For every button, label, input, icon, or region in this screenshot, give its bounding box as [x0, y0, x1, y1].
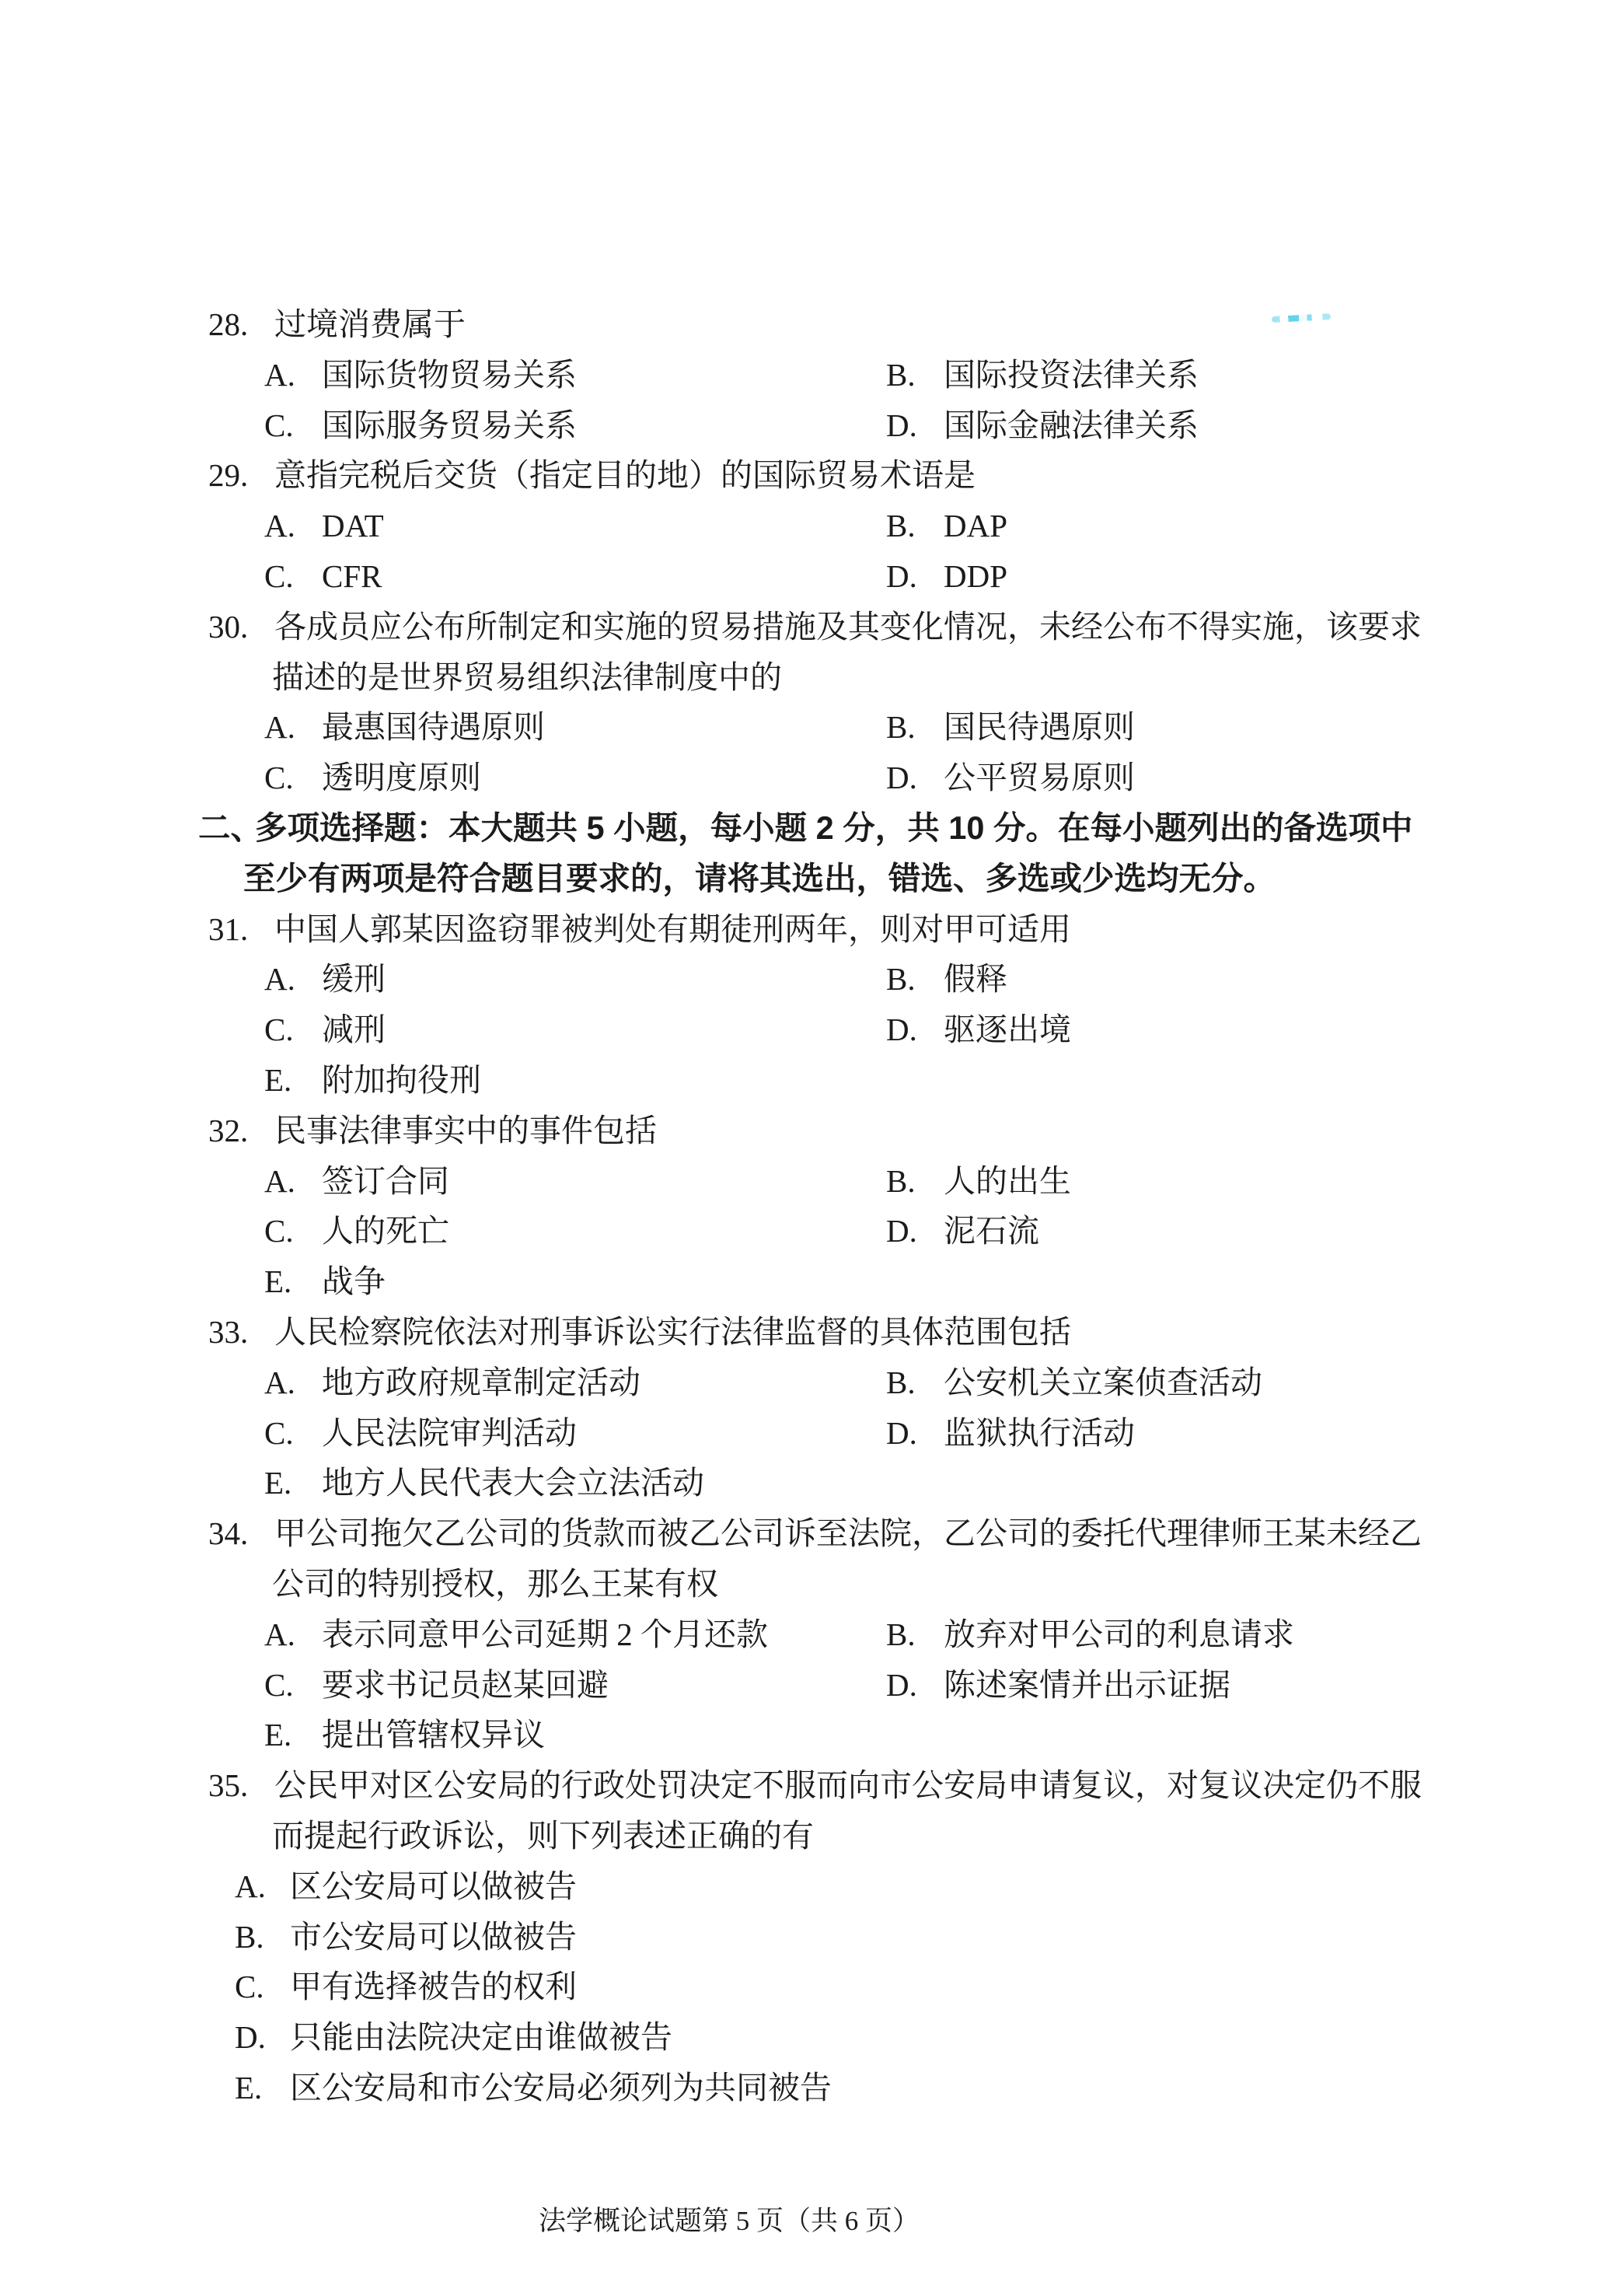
question-number: 32.: [208, 1112, 249, 1148]
question-29-options-row-2: [0, 551, 1616, 602]
option-label: C.: [264, 1213, 294, 1249]
question-34-options-row-2: [0, 1660, 1616, 1711]
option-label: C.: [264, 1666, 294, 1703]
question-31-options-row-3: [0, 1055, 1616, 1106]
option-text: 放弃对甲公司的利息请求: [944, 1616, 1294, 1652]
option-label: C.: [264, 760, 294, 796]
option-29-B: [886, 501, 1007, 551]
option-30-C: [264, 753, 481, 803]
option-label: A.: [235, 1868, 266, 1904]
option-text: 市公安局可以做被告: [290, 1918, 577, 1955]
question-35-option-row-B: [0, 1912, 1616, 1962]
option-30-A: [264, 702, 545, 753]
option-label: D.: [886, 760, 917, 796]
question-stem: 各成员应公布所制定和实施的贸易措施及其变化情况，未经公布不得实施，该要求: [274, 608, 1422, 645]
option-label: C.: [264, 1012, 294, 1048]
question-34: [0, 1508, 1616, 1760]
option-text: 驱逐出境: [944, 1012, 1071, 1048]
question-number: 30.: [208, 608, 249, 645]
option-text: DAT: [322, 508, 384, 544]
question-35: [0, 1760, 1616, 2113]
question-35-option-row-D: [0, 2012, 1616, 2063]
option-label: A.: [264, 356, 295, 393]
option-text: 公平贸易原则: [944, 760, 1135, 796]
option-label: D.: [886, 557, 917, 594]
option-label: A.: [264, 709, 295, 746]
option-33-A: [264, 1358, 640, 1408]
option-label: D.: [886, 407, 917, 443]
option-label: E.: [264, 1061, 292, 1098]
option-label: A.: [264, 1616, 295, 1652]
option-text: 泥石流: [944, 1213, 1039, 1249]
option-34-D: [886, 1660, 1230, 1711]
question-35-option-row-A: [0, 1861, 1616, 1912]
option-text: 减刑: [322, 1012, 386, 1048]
option-text: 区公安局可以做被告: [290, 1868, 577, 1904]
option-label: D.: [235, 2019, 266, 2056]
option-32-E: [264, 1256, 386, 1307]
question-28-options-row-1: [0, 350, 1616, 400]
question-stem-continuation: 描述的是世界贸易组织法律制度中的: [272, 659, 782, 695]
option-label: D.: [886, 1666, 917, 1703]
option-text: 国际投资法律关系: [944, 356, 1199, 393]
option-33-B: [886, 1358, 1262, 1408]
question-30-options-row-1: [0, 702, 1616, 753]
option-29-D: [886, 551, 1007, 602]
question-35-stem-row-1: [0, 1760, 1616, 1811]
question-35-option-row-E: [0, 2063, 1616, 2113]
question-stem: 甲公司拖欠乙公司的货款而被乙公司诉至法院，乙公司的委托代理律师王某未经乙: [274, 1515, 1422, 1552]
question-34-options-row-1: [0, 1609, 1616, 1660]
option-text: 国际货物贸易关系: [322, 356, 577, 393]
option-text: 人的死亡: [322, 1213, 449, 1249]
option-label: B.: [235, 1918, 264, 1955]
option-label: C.: [264, 407, 294, 443]
question-33-options-row-3: [0, 1458, 1616, 1508]
question-29: [0, 450, 1616, 601]
question-number: 33.: [208, 1313, 249, 1350]
option-text: 监狱执行活动: [944, 1414, 1135, 1451]
option-35-A: [235, 1861, 577, 1912]
option-label: A.: [264, 961, 295, 998]
question-30: [0, 602, 1616, 803]
option-text: 缓刑: [322, 961, 386, 998]
question-32: [0, 1106, 1616, 1307]
option-text: 地方政府规章制定活动: [322, 1364, 640, 1400]
question-28-options-row-2: [0, 400, 1616, 451]
section-2-header-line-2: [0, 854, 1616, 904]
question-35-stem-row-2: [0, 1811, 1616, 1861]
question-34-stem-row-2: [0, 1559, 1616, 1609]
option-32-C: [264, 1206, 449, 1256]
option-label: B.: [886, 508, 916, 544]
option-text: 最惠国待遇原则: [322, 709, 545, 746]
question-30-options-row-2: [0, 753, 1616, 803]
option-label: C.: [235, 1969, 264, 2005]
question-30-stem-row-2: [0, 652, 1616, 703]
question-number: 35.: [208, 1767, 249, 1804]
option-35-D: [235, 2012, 672, 2063]
option-text: 表示同意甲公司延期 2 个月还款: [322, 1616, 768, 1652]
question-stem: 人民检察院依法对刑事诉讼实行法律监督的具体范围包括: [274, 1313, 1071, 1350]
question-stem: 公民甲对区公安局的行政处罚决定不服而向市公安局申请复议，对复议决定仍不服: [274, 1767, 1422, 1804]
option-label: A.: [264, 1162, 295, 1199]
question-29-options-row-1: [0, 501, 1616, 551]
option-text: 区公安局和市公安局必须列为共同被告: [290, 2069, 832, 2106]
question-number: 29.: [208, 457, 249, 494]
question-33-options-row-2: [0, 1408, 1616, 1459]
section-title: 多项选择题：本大题共 5 小题，每小题 2 分，共 10 分。在每小题列出的备选项中: [255, 809, 1413, 846]
section-2-header: [0, 803, 1616, 904]
option-label: E.: [235, 2069, 263, 2106]
section-instructions: 至少有两项是符合题目要求的，请将其选出，错选、多选或少选均无分。: [243, 859, 1276, 896]
option-33-E: [264, 1458, 704, 1508]
option-31-B: [886, 954, 1007, 1005]
option-29-A: [264, 501, 384, 551]
option-28-D: [886, 400, 1199, 451]
question-32-stem-row: [0, 1106, 1616, 1156]
option-label: D.: [886, 1012, 917, 1048]
option-text: 假释: [944, 961, 1007, 998]
question-34-stem-row-1: [0, 1508, 1616, 1559]
option-32-B: [886, 1156, 1071, 1207]
option-34-E: [264, 1710, 545, 1760]
question-number: 34.: [208, 1515, 249, 1552]
option-34-C: [264, 1660, 609, 1711]
option-31-E: [264, 1055, 481, 1106]
exam-body: [0, 299, 1616, 2113]
option-label: B.: [886, 356, 916, 393]
option-label: A.: [264, 508, 295, 544]
option-35-E: [235, 2063, 832, 2113]
option-label: B.: [886, 1162, 916, 1199]
question-33-options-row-1: [0, 1358, 1616, 1408]
question-28-stem-row: [0, 299, 1616, 350]
question-stem: 过境消费属于: [274, 306, 466, 342]
question-32-options-row-2: [0, 1206, 1616, 1256]
option-text: 提出管辖权异议: [322, 1717, 545, 1753]
option-31-A: [264, 954, 386, 1005]
option-label: E.: [264, 1263, 292, 1300]
option-text: 国际金融法律关系: [944, 407, 1199, 443]
option-text: CFR: [322, 557, 382, 594]
option-28-B: [886, 350, 1199, 400]
option-text: 透明度原则: [322, 760, 481, 796]
option-32-A: [264, 1156, 449, 1207]
option-label: C.: [264, 1414, 294, 1451]
option-label: B.: [886, 1616, 916, 1652]
option-label: B.: [886, 709, 916, 746]
option-28-C: [264, 400, 577, 451]
option-text: 附加拘役刑: [322, 1061, 481, 1098]
option-32-D: [886, 1206, 1039, 1256]
option-35-B: [235, 1912, 577, 1962]
option-text: 国际服务贸易关系: [322, 407, 577, 443]
option-31-D: [886, 1005, 1071, 1055]
option-text: 地方人民代表大会立法活动: [322, 1465, 704, 1501]
option-35-C: [235, 1962, 577, 2012]
question-stem: 意指完税后交货（指定目的地）的国际贸易术语是: [274, 457, 976, 494]
question-number: 31.: [208, 910, 249, 947]
option-label: B.: [886, 1364, 916, 1400]
option-text: 签订合同: [322, 1162, 449, 1199]
question-35-option-row-C: [0, 1962, 1616, 2012]
question-31-options-row-1: [0, 954, 1616, 1005]
question-33: [0, 1307, 1616, 1508]
option-label: A.: [264, 1364, 295, 1400]
question-29-stem-row: [0, 450, 1616, 501]
question-32-options-row-1: [0, 1156, 1616, 1207]
option-28-A: [264, 350, 577, 400]
option-text: 国民待遇原则: [944, 709, 1135, 746]
question-28: [0, 299, 1616, 450]
option-text: 要求书记员赵某回避: [322, 1666, 609, 1703]
section-marker: 二、: [198, 809, 264, 846]
question-31-options-row-2: [0, 1005, 1616, 1055]
question-stem: 中国人郭某因盗窃罪被判处有期徒刑两年，则对甲可适用: [274, 910, 1071, 947]
question-stem-continuation: 公司的特别授权，那么王某有权: [272, 1565, 718, 1602]
option-30-D: [886, 753, 1135, 803]
option-label: B.: [886, 961, 916, 998]
option-label: D.: [886, 1414, 917, 1451]
option-text: DAP: [944, 508, 1008, 544]
option-33-C: [264, 1408, 577, 1459]
option-text: 陈述案情并出示证据: [944, 1666, 1230, 1703]
question-34-options-row-3: [0, 1710, 1616, 1760]
question-number: 28.: [208, 306, 249, 342]
question-stem: 民事法律事实中的事件包括: [274, 1112, 657, 1148]
question-stem-continuation: 而提起行政诉讼，则下列表述正确的有: [272, 1817, 814, 1854]
option-label: E.: [264, 1717, 292, 1753]
option-33-D: [886, 1408, 1135, 1459]
question-31: [0, 904, 1616, 1106]
option-text: 只能由法院决定由谁做被告: [290, 2019, 672, 2056]
page-footer: 法学概论试题第 5 页（共 6 页）: [539, 2206, 920, 2236]
option-text: 公安机关立案侦查活动: [944, 1364, 1262, 1400]
option-29-C: [264, 551, 382, 602]
option-text: DDP: [944, 557, 1008, 594]
section-2-header-line-1: [0, 803, 1616, 854]
question-33-stem-row: [0, 1307, 1616, 1358]
question-32-options-row-3: [0, 1256, 1616, 1307]
question-31-stem-row: [0, 904, 1616, 955]
option-34-B: [886, 1609, 1294, 1660]
option-label: D.: [886, 1213, 917, 1249]
option-30-B: [886, 702, 1135, 753]
option-label: C.: [264, 557, 294, 594]
question-30-stem-row-1: [0, 602, 1616, 652]
option-text: 甲有选择被告的权利: [290, 1969, 577, 2005]
option-34-A: [264, 1609, 768, 1660]
option-31-C: [264, 1005, 386, 1055]
option-text: 人民法院审判活动: [322, 1414, 577, 1451]
option-text: 人的出生: [944, 1162, 1071, 1199]
option-text: 战争: [322, 1263, 386, 1300]
option-label: E.: [264, 1465, 292, 1501]
